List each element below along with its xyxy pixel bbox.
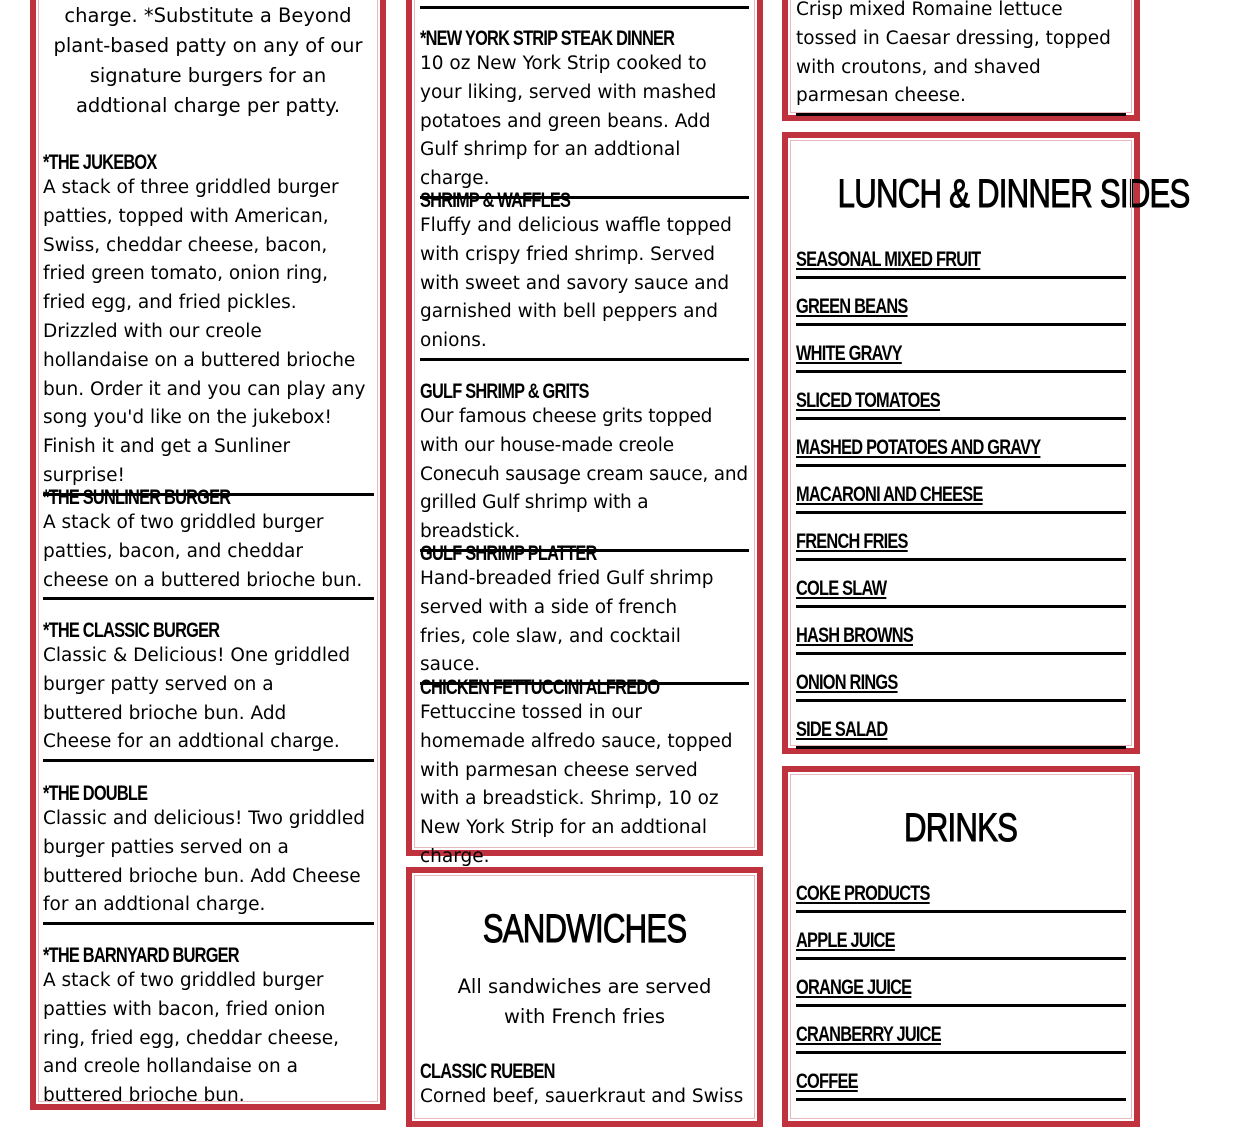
menu-item-title: *THE JUKEBOX: [43, 151, 157, 174]
sandwiches-note: All sandwiches are served with French fries: [457, 975, 712, 1028]
side-item[interactable]: MASHED POTATOES AND GRAVY: [796, 434, 1126, 467]
menu-item[interactable]: [43, 150, 374, 496]
side-item[interactable]: GREEN BEANS: [796, 293, 1126, 326]
drink-item[interactable]: ORANGE JUICE: [796, 974, 1126, 1007]
drink-item[interactable]: CRANBERRY JUICE: [796, 1021, 1126, 1054]
item-divider: [420, 358, 749, 361]
side-item[interactable]: SIDE SALAD: [796, 716, 1126, 749]
menu-item-title: SHRIMP & WAFFLES: [420, 189, 571, 212]
menu-item[interactable]: [43, 485, 374, 600]
menu-item-title: GULF SHRIMP PLATTER: [420, 542, 597, 565]
side-item[interactable]: SEASONAL MIXED FRUIT: [796, 246, 1126, 279]
menu-item-desc: A stack of two griddled burger patties with bacon, fried onion ring, fried egg, cheddar cheese, and creole hollandaise on a buttered brioche bun.: [43, 970, 340, 1107]
sides-panel: [782, 132, 1190, 754]
menu-item-desc: A stack of three griddled burger patties, topped with American, Swiss, cheddar cheese, bacon, fried green tomato, onion ring, fried egg, and fried pickles. Drizzled with our creole hollandaise on a buttered brioche bun. Order it and you can play any song you'd like on the jukebox! Finish it and get a Sunliner surprise!: [43, 177, 366, 486]
drink-item[interactable]: COKE PRODUCTS: [796, 880, 1126, 913]
item-divider: [420, 6, 749, 9]
side-item[interactable]: FRENCH FRIES: [796, 528, 1126, 561]
menu-item-desc: A stack of two griddled burger patties, bacon, and cheddar cheese on a buttered brioche bun.: [43, 512, 363, 591]
menu-item[interactable]: [43, 943, 374, 1111]
drink-item[interactable]: APPLE JUICE: [796, 927, 1126, 960]
menu-item-title: CLASSIC RUEBEN: [420, 1060, 555, 1083]
menu-item-title: *THE SUNLINER BURGER: [43, 486, 231, 509]
sandwiches-panel: [406, 867, 763, 1127]
menu-item[interactable]: [43, 618, 374, 762]
side-item[interactable]: HASH BROWNS: [796, 622, 1126, 655]
side-item[interactable]: SLICED TOMATOES: [796, 387, 1126, 420]
menu-item-title: *THE BARNYARD BURGER: [43, 944, 239, 967]
menu-item-desc: Fettuccine tossed in our homemade alfredo sauce, topped with parmesan cheese served with a breadstick. Shrimp, 10 oz New York Strip for an addtional charge.: [420, 702, 733, 867]
side-item[interactable]: WHITE GRAVY: [796, 340, 1126, 373]
burgers-panel: [30, 0, 386, 1110]
menu-item-desc: Classic & Delicious! One griddled burger patty served on a buttered brioche bun. Add Cheese for an addtional charge.: [43, 645, 351, 753]
menu-item[interactable]: [420, 379, 749, 552]
drink-item[interactable]: COFFEE: [796, 1068, 1126, 1101]
entrees-panel: [406, 0, 763, 867]
salad-panel: [782, 0, 1140, 121]
section-heading: DRINKS: [904, 806, 1018, 850]
menu-item-title: *THE CLASSIC BURGER: [43, 619, 220, 642]
menu-item-title: *THE DOUBLE: [43, 782, 148, 805]
menu-item[interactable]: [420, 26, 749, 199]
menu-item[interactable]: [420, 188, 749, 361]
side-item[interactable]: ONION RINGS: [796, 669, 1126, 702]
menu-item-title: GULF SHRIMP & GRITS: [420, 380, 589, 403]
item-divider: [796, 113, 1126, 116]
drinks-panel: [782, 766, 1140, 1127]
menu-item-desc: Corned beef, sauerkraut and Swiss: [420, 1086, 744, 1107]
burgers-intro: charge. *Substitute a Beyond plant-based patty on any of our signature burgers for an addtional charge per patty.: [53, 4, 363, 117]
menu-item-desc: Crisp mixed Romaine lettuce tossed in Caesar dressing, topped with croutons, and shaved parmesan cheese.: [796, 0, 1111, 107]
menu-item-desc: Hand-breaded fried Gulf shrimp served with a side of french fries, cole slaw, and cocktail sauce.: [420, 568, 714, 676]
section-heading: SANDWICHES: [482, 907, 687, 951]
section-heading: LUNCH & DINNER SIDES: [837, 172, 1190, 216]
item-divider: [43, 597, 374, 600]
side-item[interactable]: MACARONI AND CHEESE: [796, 481, 1126, 514]
menu-item-title: *NEW YORK STRIP STEAK DINNER: [420, 27, 675, 50]
item-divider: [43, 759, 374, 762]
menu-item[interactable]: [43, 781, 374, 925]
menu-item-desc: Classic and delicious! Two griddled burger patties served on a buttered brioche bun. Add Cheese for an addtional charge.: [43, 808, 366, 916]
menu-item-desc: 10 oz New York Strip cooked to your liking, served with mashed potatoes and green beans. Add Gulf shrimp for an addtional charge.: [420, 53, 717, 190]
menu-item[interactable]: [796, 0, 1126, 116]
menu-item-desc: Fluffy and delicious waffle topped with crispy fried shrimp. Served with sweet and savory sauce and garnished with bell peppers and onions.: [420, 215, 732, 352]
menu-item[interactable]: [420, 675, 749, 877]
menu-item-desc: Our famous cheese grits topped with our house-made creole Conecuh sausage cream sauce, and grilled Gulf shrimp with a breadstick.: [420, 406, 748, 543]
menu-item[interactable]: [420, 1059, 749, 1112]
menu-item-title: CHICKEN FETTUCCINI ALFREDO: [420, 676, 660, 699]
menu-item[interactable]: [420, 541, 749, 685]
side-item[interactable]: COLE SLAW: [796, 575, 1126, 608]
item-divider: [43, 922, 374, 925]
